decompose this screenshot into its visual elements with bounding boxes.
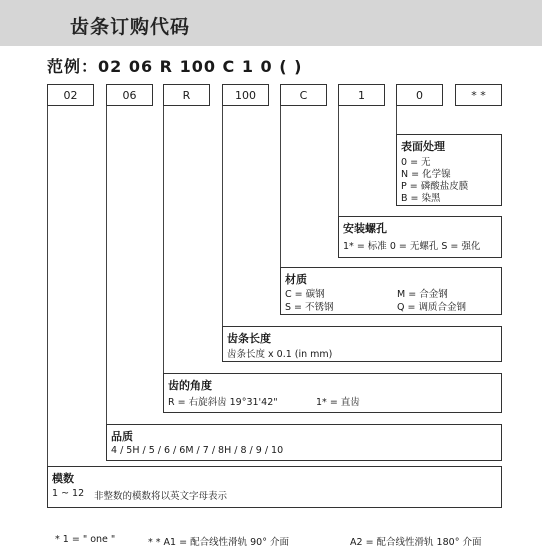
material-s: S = 不锈钢 xyxy=(285,302,334,313)
material-c: C = 碳钢 xyxy=(285,289,325,300)
material-q: Q = 调质合金钢 xyxy=(397,302,466,313)
panel-module xyxy=(47,466,502,508)
connector-quality xyxy=(106,106,107,424)
panel-material xyxy=(280,267,502,315)
module-note: 非整数的模数将以英文字母表示 xyxy=(94,491,228,502)
surface-line-0: 0 = 无 xyxy=(401,157,431,168)
panel-surface-treatment xyxy=(396,134,502,206)
footnote-one: * 1 = " one " xyxy=(55,534,116,545)
code-box-module: 02 xyxy=(47,84,94,106)
angle-r: R = 右旋斜齿 19°31'42" xyxy=(168,397,278,408)
footnote-a2: A2 = 配合线性滑轨 180° 介面 xyxy=(350,537,482,548)
panel-mounting-holes xyxy=(338,216,502,258)
code-box-material: C xyxy=(280,84,327,106)
connector-mounting xyxy=(338,106,339,216)
page-title: 齿条订购代码 xyxy=(70,16,191,38)
code-box-mounting: 1 xyxy=(338,84,385,106)
connector-length xyxy=(222,106,223,326)
panel-tooth-angle xyxy=(163,373,502,413)
module-range: 1 ~ 12 xyxy=(52,488,85,499)
length-title: 齿条长度 xyxy=(227,332,271,345)
mounting-options: 1* = 标准 0 = 无螺孔 S = 强化 xyxy=(343,241,481,252)
connector-module xyxy=(47,106,48,466)
example-code: 范例：02 06 R 100 C 1 0 ( ) xyxy=(47,57,303,76)
panel-rack-length xyxy=(222,326,502,362)
quality-grades: 4 / 5H / 5 / 6 / 6M / 7 / 8H / 8 / 9 / 10 xyxy=(111,445,284,456)
module-title: 模数 xyxy=(52,472,74,485)
connector-surface xyxy=(396,106,397,134)
header-bar xyxy=(0,0,542,46)
surface-line-1: N = 化学镍 xyxy=(401,169,451,180)
connector-material xyxy=(280,106,281,267)
material-title: 材质 xyxy=(285,273,307,286)
angle-title: 齿的角度 xyxy=(168,379,212,392)
panel-quality xyxy=(106,424,502,461)
code-box-length: 100 xyxy=(222,84,269,106)
footnote-a1: * * A1 = 配合线性滑轨 90° 介面 xyxy=(148,537,289,548)
code-box-quality: 06 xyxy=(106,84,153,106)
code-box-surface: 0 xyxy=(396,84,443,106)
code-box-angle: R xyxy=(163,84,210,106)
code-box-option: * * xyxy=(455,84,502,106)
connector-angle xyxy=(163,106,164,373)
surface-line-3: B = 染黑 xyxy=(401,193,441,204)
surface-title: 表面处理 xyxy=(401,140,445,153)
mounting-title: 安装螺孔 xyxy=(343,222,387,235)
surface-line-2: P = 磷酸盐皮膜 xyxy=(401,181,469,192)
quality-title: 品质 xyxy=(111,430,133,443)
material-m: M = 合金钢 xyxy=(397,289,448,300)
length-formula: 齿条长度 x 0.1 (in mm) xyxy=(227,349,333,360)
angle-straight: 1* = 直齿 xyxy=(316,397,360,408)
